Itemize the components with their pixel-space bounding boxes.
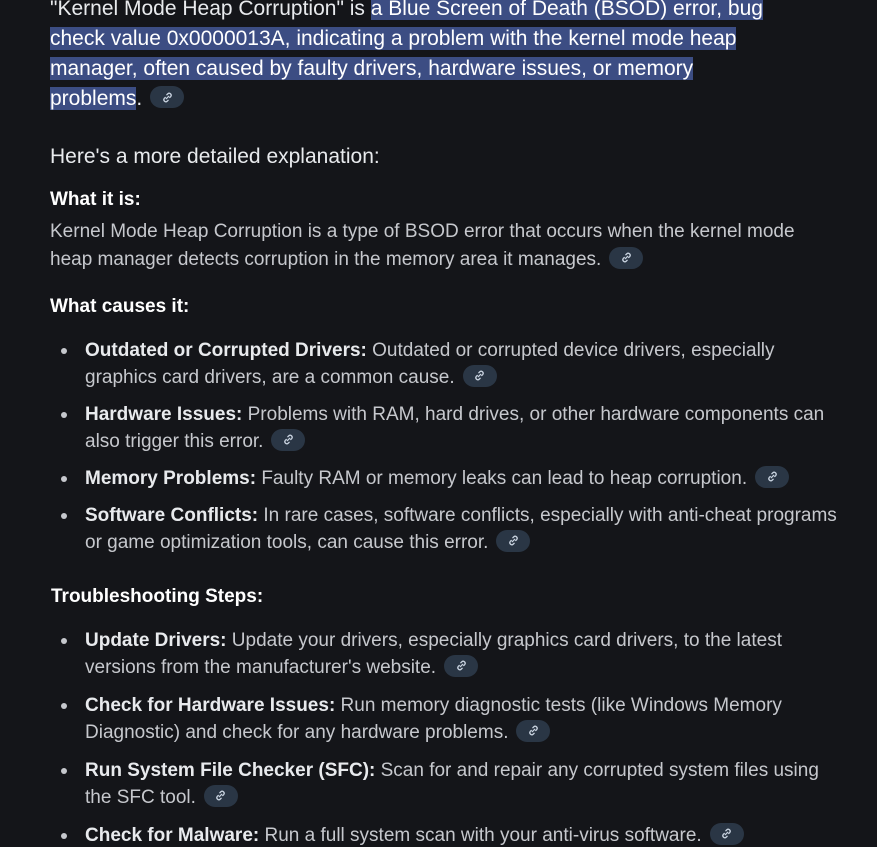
list-item [50, 502, 850, 556]
source-link-button[interactable] [271, 429, 305, 451]
link-icon [455, 659, 468, 672]
link-icon [282, 433, 295, 446]
troubleshooting-list [50, 627, 850, 847]
intro-suffix: . [136, 87, 143, 110]
link-icon [720, 827, 733, 840]
link-icon [473, 369, 486, 382]
intro-paragraph [50, 0, 850, 114]
source-link-button[interactable] [444, 655, 478, 677]
source-link-button[interactable] [516, 720, 550, 742]
what-it-is-paragraph [50, 218, 830, 274]
list-item [50, 822, 850, 847]
item-text: Run memory diagnostic tests (like Windows Memory Diagnostic) and check for any hardware problems. [85, 695, 782, 743]
what-it-is-text: Kernel Mode Heap Corruption is a type of BSOD error that occurs when the kernel mode heap manager detects corruption in the memory area it manages. [50, 221, 795, 270]
answer-content [50, 0, 850, 846]
causes-heading: What causes it: [50, 296, 190, 317]
link-icon [620, 251, 633, 264]
source-link-button[interactable] [463, 365, 497, 387]
item-bold: Software Conflicts: [85, 505, 259, 526]
what-it-is-heading: What it is: [50, 189, 141, 210]
intro-highlight-2: check value 0x0000013A, indicating a problem with the kernel mode heap [50, 27, 737, 50]
item-text: Scan for and repair any corrupted system files using the SFC tool. [85, 760, 819, 808]
intro-highlight-1: a Blue Screen of Death (BSOD) error, bug [371, 0, 763, 20]
item-bold: Check for Malware: [85, 825, 260, 846]
list-item [50, 757, 850, 811]
intro-highlight-3: manager, often caused by faulty drivers, hardware issues, or memory [50, 57, 694, 80]
source-link-button[interactable] [755, 466, 789, 488]
source-link-button[interactable] [204, 785, 238, 807]
item-bold: Run System File Checker (SFC): [85, 760, 376, 781]
intro-prefix: "Kernel Mode Heap Corruption" is [50, 0, 371, 20]
link-icon [161, 91, 174, 104]
link-icon [766, 470, 779, 483]
item-text: In rare cases, software conflicts, especially with anti-cheat programs or game optimization tools, can cause this error. [85, 505, 837, 553]
list-item [50, 627, 850, 681]
source-link-button[interactable] [609, 247, 643, 269]
source-link-button[interactable] [150, 86, 184, 108]
item-bold: Outdated or Corrupted Drivers: [85, 340, 367, 361]
source-link-button[interactable] [496, 530, 530, 552]
link-icon [214, 789, 227, 802]
troubleshooting-heading: Troubleshooting Steps: [51, 586, 264, 607]
list-item [50, 465, 850, 492]
source-link-button[interactable] [710, 823, 744, 845]
item-text: Problems with RAM, hard drives, or other hardware components can also trigger this error. [85, 404, 825, 452]
item-bold: Hardware Issues: [85, 404, 243, 425]
list-item [50, 401, 850, 455]
item-text: Run a full system scan with your anti-virus software. [259, 825, 702, 846]
list-item [50, 337, 850, 391]
intro-highlight-4: problems [50, 87, 137, 110]
link-icon [507, 534, 520, 547]
item-text: Faulty RAM or memory leaks can lead to heap corruption. [256, 468, 748, 489]
item-bold: Update Drivers: [85, 630, 227, 651]
link-icon [527, 724, 540, 737]
explanation-subheading: Here's a more detailed explanation: [50, 145, 380, 168]
list-item [50, 692, 850, 746]
causes-list [50, 337, 850, 556]
item-bold: Memory Problems: [85, 468, 257, 489]
item-bold: Check for Hardware Issues: [85, 695, 336, 716]
item-text: Outdated or corrupted device drivers, especially graphics card drivers, are a common cause. [85, 340, 775, 388]
item-text: Update your drivers, especially graphics card drivers, to the latest versions from the manufacturer's website. [85, 630, 782, 678]
